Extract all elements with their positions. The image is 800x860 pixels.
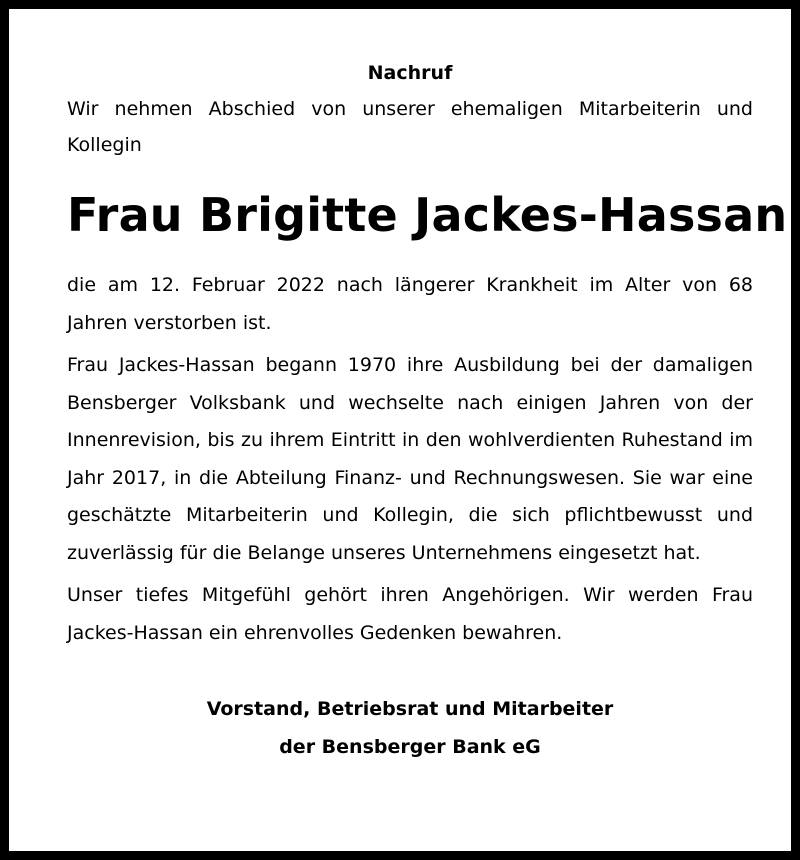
paragraph-death-notice: die am 12. Februar 2022 nach längerer Krankheit im Alter von 68 Jahren verstorben ist. xyxy=(67,274,753,334)
signature-line-2: der Bensberger Bank eG xyxy=(279,736,541,758)
paragraph-condolence: Unser tiefes Mitgefühl gehört ihren Angehörigen. Wir werden Frau Jackes-Hassan ein ehrenvolles Gedenken bewahren. xyxy=(67,584,753,644)
intro-text: Wir nehmen Abschied von unserer ehemaligen Mitarbeiterin und Kollegin xyxy=(67,98,753,156)
obituary-heading: Nachruf xyxy=(367,62,453,84)
deceased-name: Frau Brigitte Jackes-Hassan xyxy=(67,188,788,242)
signature-line-1: Vorstand, Betriebsrat und Mitarbeiter xyxy=(206,698,614,720)
paragraph-career: Frau Jackes-Hassan begann 1970 ihre Ausbildung bei der damaligen Bensberger Volksbank und wechselte nach einigen Jahren von der Innenrevision, bis zu ihrem Eintritt in den wohlverdienten Ruhestand im Jahr 2017, in die Abteilung Finanz- und Rechnungswesen. Sie war eine geschätzte Mitarbeiterin und Kollegin, die sich pflichtbewusst und zuverlässig für die Belange unseres Unternehmens eingesetzt hat. xyxy=(67,354,753,564)
signature-block xyxy=(67,690,753,766)
obituary-content xyxy=(67,59,788,766)
